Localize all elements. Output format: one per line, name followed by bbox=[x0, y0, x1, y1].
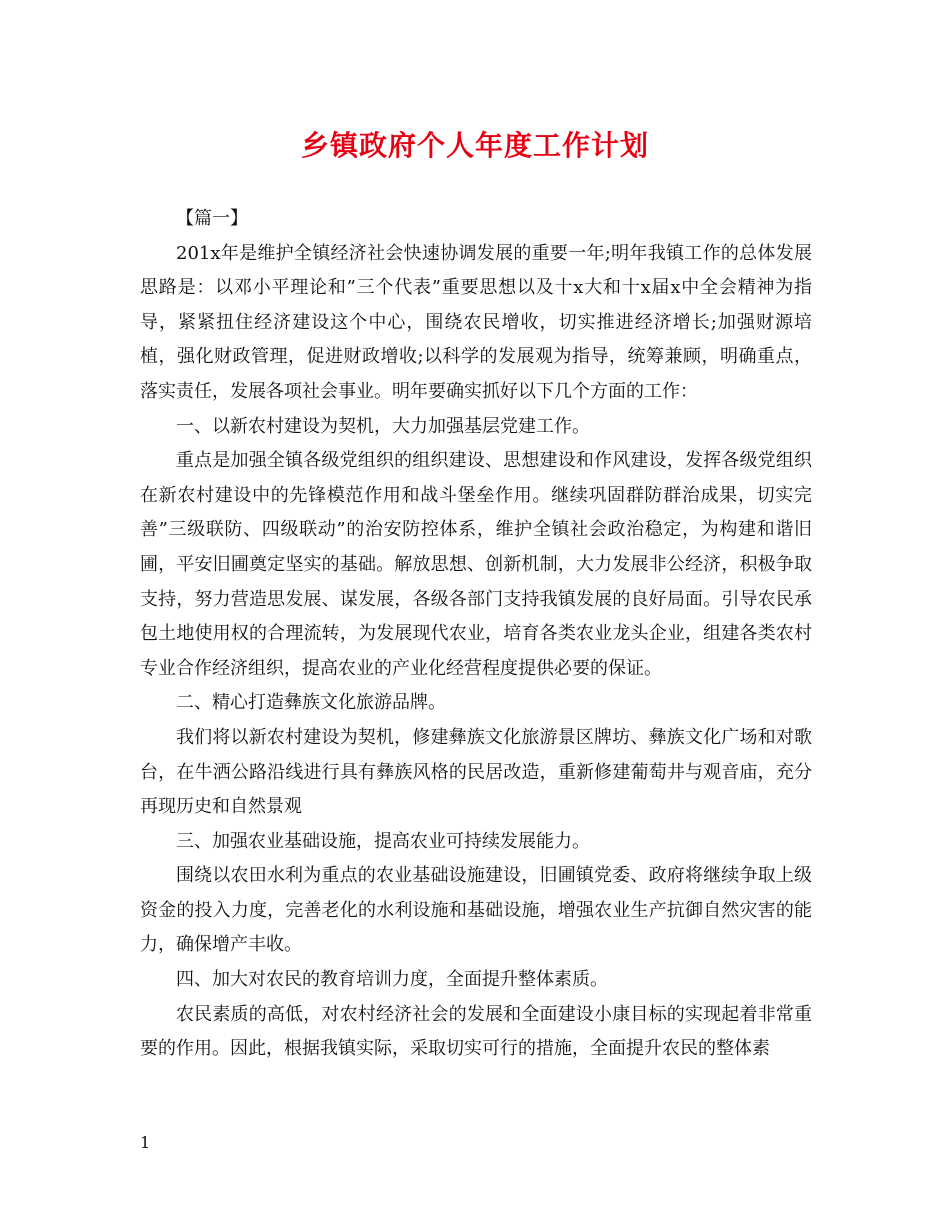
page-number: 1 bbox=[140, 1133, 151, 1152]
document-title: 乡镇政府个人年度工作计划 bbox=[300, 129, 649, 162]
heading-section-2: 二、精心打造彝族文化旅游品牌。 bbox=[176, 692, 446, 714]
paragraph-section-1: 重点是加强全镇各级党组织的组织建设、思想建设和作风建设，发挥各级党组织在新农村建设中的先锋模范作用和战斗堡垒作用。继续巩固群防群治成果，切实完善”三级联防、四级联动”的治安防控体系，维护全镇社会政治稳定，为构建和谐旧圃，平安旧圃奠定坚实的基础。解放思想、创新机制，大力发展非公经济，积极争取支持，努力营造思发展、谋发展，各级各部门支持我镇发展的良好局面。引导农民承包土地使用权的合理流转，为发展现代农业，培育各类农业龙头企业，组建各类农村专业合作经济组织，提高农业的产业化经营程度提供必要的保证。 bbox=[140, 450, 812, 679]
paragraph-section-2: 我们将以新农村建设为契机，修建彝族文化旅游景区牌坊、彝族文化广场和对歌台，在牛洒公路沿线进行具有彝族风格的民居改造，重新修建葡萄井与观音庙，充分再现历史和自然景观 bbox=[140, 726, 812, 818]
heading-section-3: 三、加强农业基础设施，提高农业可持续发展能力。 bbox=[176, 830, 590, 852]
heading-section-4: 四、加大对农民的教育培训力度，全面提升整体素质。 bbox=[176, 969, 608, 991]
paragraph-section-4: 农民素质的高低，对农村经济社会的发展和全面建设小康目标的实现起着非常重要的作用。因此，根据我镇实际，采取切实可行的措施，全面提升农民的整体素 bbox=[140, 1003, 812, 1060]
paragraph-section-3: 围绕以农田水利为重点的农业基础设施建设，旧圃镇党委、政府将继续争取上级资金的投入力度，完善老化的水利设施和基础设施，增强农业生产抗御自然灾害的能力，确保增产丰收。 bbox=[140, 865, 812, 956]
document-body bbox=[140, 202, 812, 1067]
heading-section-1: 一、以新农村建设为契机，大力加强基层党建工作。 bbox=[176, 415, 590, 437]
paragraph-intro: 201x年是维护全镇经济社会快速协调发展的重要一年;明年我镇工作的总体发展思路是：以邓小平理论和”三个代表”重要思想以及十x大和十x届x中全会精神为指导，紧紧扭住经济建设这个中心，围绕农民增收，切实推进经济增长;加强财源培植，强化财政管理，促进财政增收;以科学的发展观为指导，统筹兼顾，明确重点，落实责任，发展各项社会事业。明年要确实抓好以下几个方面的工作： bbox=[140, 242, 812, 402]
paragraph-section-marker: 【篇一】 bbox=[176, 208, 248, 229]
